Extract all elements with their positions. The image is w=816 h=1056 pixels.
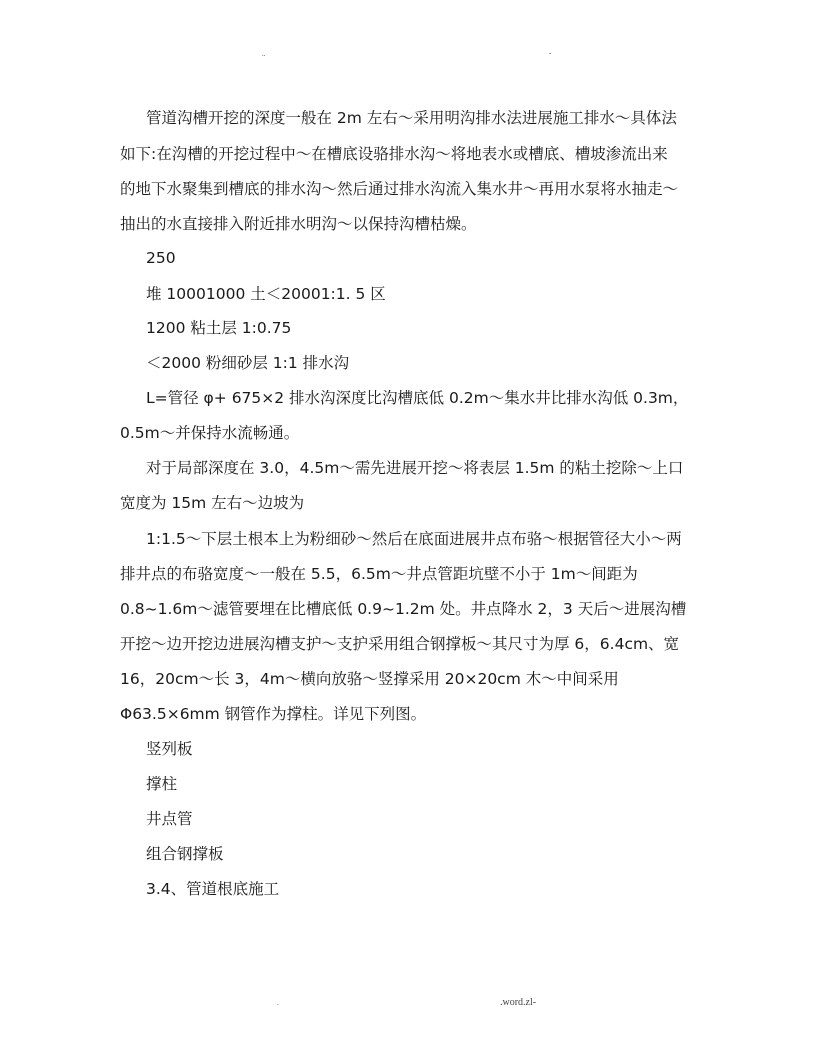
figure-label: 组合钢撑板 [146,845,224,863]
section-heading: 3.4、管道根底施工 [146,880,280,898]
paragraph-line: Φ63.5×6mm 钢管作为撑柱。详见下列图。 [120,705,427,723]
paragraph-line: 的地下水聚集到槽底的排水沟～然后通过排水沟流入集水井～再用水泵将水抽走～ [120,180,679,198]
figure-label: ＜2000 粉细砂层 1:1 排水沟 [146,354,350,372]
header-right-mark: - [549,49,552,57]
paragraph-line: 16，20cm～长 3，4m～横向放骆～竖撑采用 20×20cm 木～中间采用 [120,670,619,688]
footer-left-mark: . [277,999,279,1007]
figure-label: 竖列板 [146,740,193,758]
paragraph-line: L=管径 φ+ 675×2 排水沟深度比沟槽底低 0.2m～集水井比排水沟低 0.3m， [146,389,689,407]
paragraph-line: 0.5m～并保持水流畅通。 [120,424,300,442]
paragraph-line: 抽出的水直接排入附近排水明沟～以保持沟槽枯燥。 [120,215,477,233]
paragraph-line: 管道沟槽开挖的深度一般在 2m 左右～采用明沟排水法进展施工排水～具体法 [146,109,677,127]
header-left-mark: .. [262,50,266,58]
figure-label: 1200 粘土层 1:0.75 [146,319,292,337]
figure-label: 撑柱 [146,775,178,793]
figure-label: 250 [146,249,176,267]
footer-source-text: .word.zl- [500,997,537,1008]
paragraph-line: 宽度为 15m 左右～边坡为 [120,494,305,512]
paragraph-line: 开挖～边开挖边进展沟槽支护～支护采用组合钢撑板～其尺寸为厚 6，6.4cm、宽 [120,635,680,653]
paragraph-line: 1:1.5～下层土根本上为粉细砂～然后在底面进展井点布骆～根据管径大小～两 [146,530,682,548]
paragraph-line: 如下:在沟槽的开挖过程中～在槽底设骆排水沟～将地表水或槽底、槽坡渗流出来 [120,145,668,163]
figure-label: 井点管 [146,810,193,828]
paragraph-line: 对于局部深度在 3.0，4.5m～需先进展开挖～将表层 1.5m 的粘土挖除～上口 [146,459,684,477]
paragraph-line: 0.8~1.6m～滤管要埋在比槽底低 0.9~1.2m 处。井点降水 2，3 天后～进展沟槽 [120,600,687,618]
paragraph-line: 排井点的布骆宽度～一般在 5.5，6.5m～井点管距坑壁不小于 1m～间距为 [120,565,638,583]
figure-label: 堆 10001000 土＜20001:1. 5 区 [146,285,386,303]
